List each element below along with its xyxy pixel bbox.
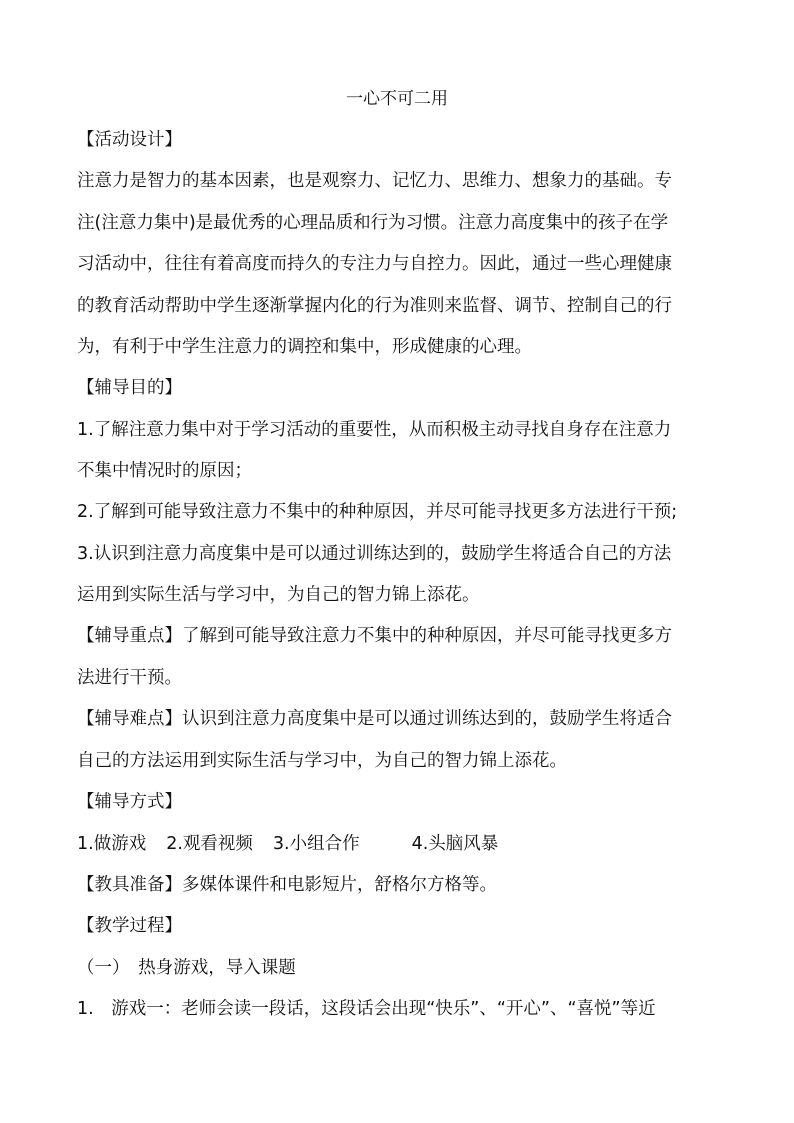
heading-key-point: 【辅导重点】 <box>77 626 182 646</box>
materials-line <box>77 873 497 897</box>
goal-line: 运用到实际生活与学习中，为自己的智力锦上添花。 <box>77 585 480 605</box>
key-point-text-continued: 法进行干预。 <box>77 668 182 688</box>
process-part-one: （一） 热身游戏，导入课题 <box>77 958 296 978</box>
goal-line: 1.了解注意力集中对于学习活动的重要性，从而积极主动寻找自身存在注意力 <box>77 420 672 440</box>
methods-list <box>77 832 498 856</box>
materials-text: 多媒体课件和电影短片，舒格尔方格等。 <box>182 875 497 895</box>
method-item: 1.做游戏 <box>77 834 147 854</box>
goal-line: 不集中情况时的原因； <box>77 461 252 481</box>
heading-activity-design: 【活动设计】 <box>77 130 182 150</box>
heading-process: 【教学过程】 <box>77 916 182 936</box>
method-item: 4.头脑风暴 <box>411 834 499 854</box>
document-title: 一心不可二用 <box>346 89 448 109</box>
difficulty-text-continued: 自己的方法运用到实际生活与学习中，为自己的智力锦上添花。 <box>77 751 567 771</box>
heading-methods: 【辅导方式】 <box>77 792 182 812</box>
process-game-one: 1. 游戏一：老师会读一段话，这段话会出现“快乐”、“开心”、“喜悦”等近 <box>77 999 656 1019</box>
difficulty-line <box>77 707 672 731</box>
goal-line: 3.认识到注意力高度集中是可以通过训练达到的，鼓励学生将适合自己的方法 <box>77 544 672 564</box>
key-point-text: 了解到可能导致注意力不集中的种种原因，并尽可能寻找更多方 <box>182 626 672 646</box>
paragraph-line: 为，有利于中学生注意力的调控和集中，形成健康的心理。 <box>77 337 532 357</box>
method-item: 3.小组合作 <box>272 834 360 854</box>
paragraph-line: 习活动中，往往有着高度而持久的专注力与自控力。因此，通过一些心理健康 <box>77 254 672 274</box>
paragraph-line: 的教育活动帮助中学生逐渐掌握内化的行为准则来监督、调节、控制自己的行 <box>77 296 672 316</box>
heading-difficulty: 【辅导难点】 <box>77 709 182 729</box>
paragraph-line: 注意力是智力的基本因素，也是观察力、记忆力、思维力、想象力的基础。专 <box>77 171 672 191</box>
heading-materials: 【教具准备】 <box>77 875 182 895</box>
goal-line: 2.了解到可能导致注意力不集中的种种原因，并尽可能寻找更多方法进行干预; <box>77 502 678 522</box>
key-point-line <box>77 624 672 648</box>
heading-guidance-goals: 【辅导目的】 <box>77 378 182 398</box>
difficulty-text: 认识到注意力高度集中是可以通过训练达到的，鼓励学生将适合 <box>182 709 672 729</box>
paragraph-line: 注(注意力集中)是最优秀的心理品质和行为习惯。注意力高度集中的孩子在学 <box>77 213 669 233</box>
method-item: 2.观看视频 <box>166 834 253 854</box>
